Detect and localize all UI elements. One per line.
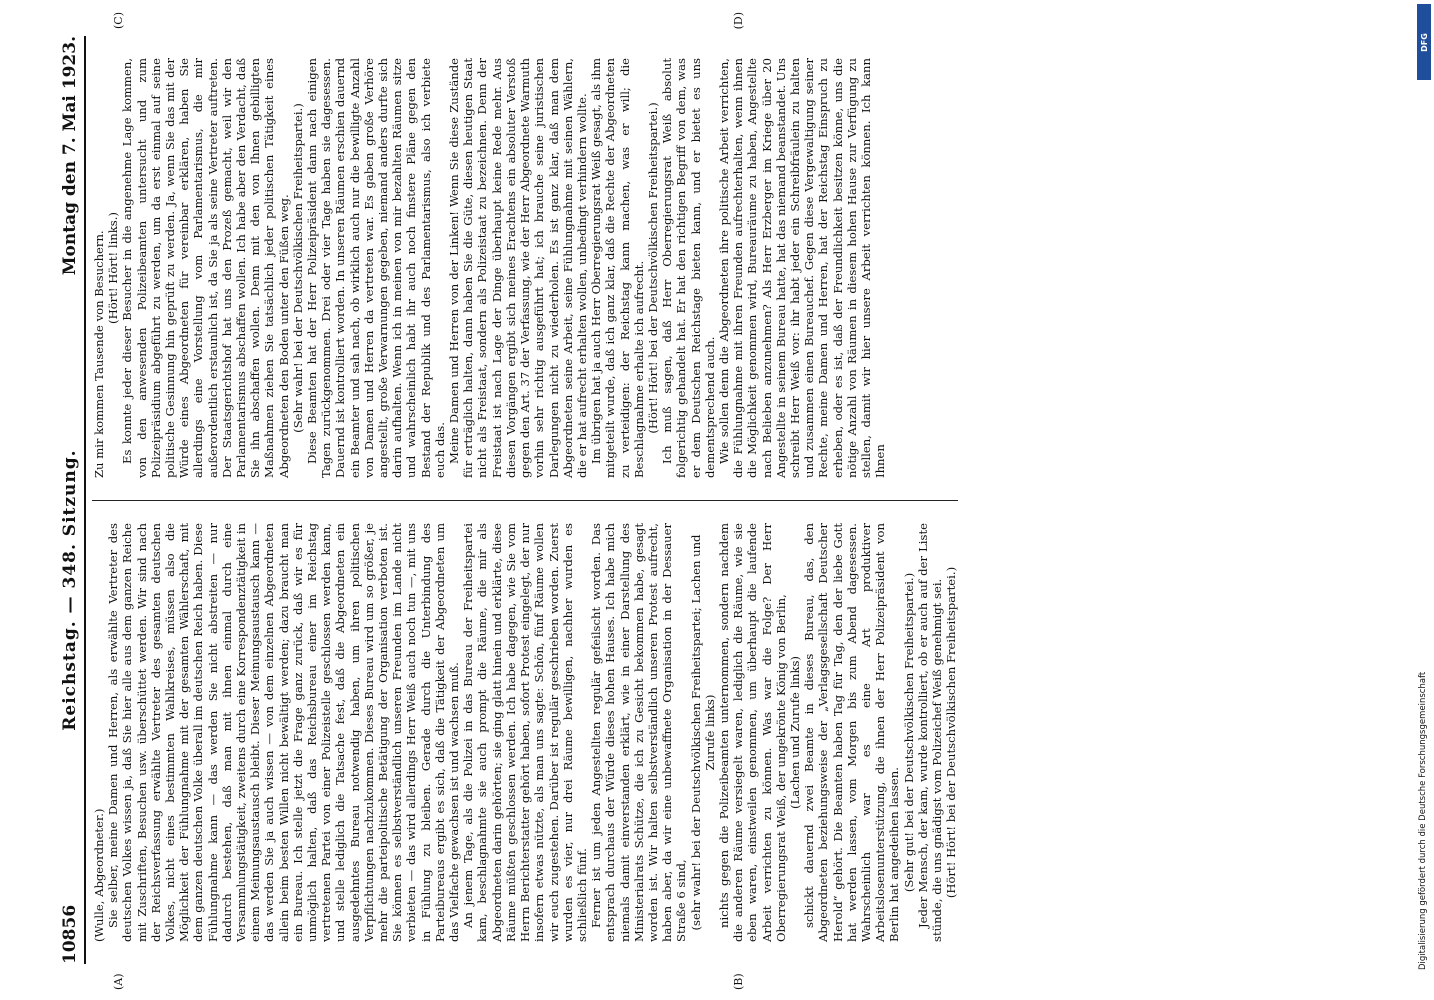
paragraph: Ferner ist um jeden Angestellten regulär gefeilscht worden. Das entsprach durchaus der Würde dieses hohen Hauses. Ich habe mich niemals damit einverstanden erklärt, wie in einer Darstellung des Ministerialrats Schütze, die ich zu Gesicht bekommen habe, gesagt worden ist. Wir halten selbstverständlich unseren Protest aufrecht, haben aber, da wir eine unbewaffnete Organisation in der Dessauer Straße 6 sind, xyxy=(589,523,689,942)
paragraph: (Hört! Hört! bei der Deutschvölkischen Freiheitspartei.) xyxy=(944,566,959,899)
paragraph: An jenem Tage, als die Polizei in das Bureau der Freiheitspartei kam, beschlagnahmte sie auch prompt die Räume, die mir als Abgeordneten darin gehörten; sie ging glatt hinein und erklärte, diese Räume müßten geschlossen werden. Ich habe dagegen, wie Sie vom Herrn Berichterstatter gehört haben, sofort Protest eingelegt, der nur insofern etwas nützte, als man uns sagte: Schön, fünf Räume wollen wir euch zugestehen. Darüber ist regulär geschrieben worden. Zuerst wurden es vier, nur drei Räume bewilligen, nachher wurden es schließlich fünf. xyxy=(461,523,589,942)
session-title: Reichstag. — 348. Sitzung. xyxy=(60,449,80,731)
paragraph: (Hört! Hört! bei der Deutschvölkischen Freiheitspartei.) xyxy=(645,102,660,434)
paragraph: Wie sollen denn die Abgeordneten ihre politische Arbeit verrichten, die Fühlungnahme mit ihren Freunden aufrechterhalten, wenn ihnen die Möglichkeit genommen wird, Bureauräume zu haben, Angestellte nach Belieben anzunehmen? Als Herr Erzberger im Kriege über 20 Angestellte in seinem Bureau hatte, hat das niemand beanstandet. Uns schreibt Herr Weiß vor: ihr habt jeder ein Schreibfräulein zu halten und zusammen einen Bureauchef. Gegen diese Vergewaltigung seiner Rechte, meine Damen und Herren, hat der Reichstag Einspruch zu erheben, oder es ist, daß der Freundlichkeit besitzen könne, uns die nötige Anzahl von Räumen in diesem hohen Hause zur Verfügung zu stellen, damit wir hier unsere Arbeit verrichten können. Ich kann Ihnen xyxy=(716,58,888,478)
right-column xyxy=(92,12,958,500)
text-columns xyxy=(92,12,959,990)
margin-marker-a: (A) xyxy=(112,973,125,990)
dfg-logo-text: DFG xyxy=(1419,32,1429,52)
document-page xyxy=(20,0,1370,1000)
digitization-credit xyxy=(1417,90,1429,990)
paragraph: (sehr wahr! bei der Deutschvölkischen Freiheitspartei; Lachen und Zurufe links) xyxy=(688,534,717,931)
paragraph: Zu mir kommen Tausende von Besuchern. xyxy=(92,230,106,478)
paragraph: Ich muß sagen, daß Herr Oberregierungsrat Weiß absolut folgerichtig gehandelt hat. Er hat den richtigen Begriff von dem, was er dem Deutschen Reichstage bieten kann, und er bietet es uns dementsprechend auch. xyxy=(660,58,717,478)
paragraph: (Hört! Hört! links.) xyxy=(106,212,121,324)
paragraph: Jeder Mensch, der kam, wurde kontrolliert, ob er auch auf der Liste stünde, die uns gnädigst vom Polizeichef Weiß genehmigt sei. xyxy=(915,523,944,942)
margin-marker-b: (B) xyxy=(732,973,745,990)
page-header xyxy=(60,36,86,964)
margin-marker-c: (C) xyxy=(112,12,125,29)
paragraph: Sie selber, meine Damen und Herren, als erwählte Vertreter des deutschen Volkes wissen ja, daß Sie hier alle aus dem ganzen Reiche mit Zuschriften, Besuchen usw. überschüttet werden. Wir sind nach der Reichsverfassung erwählte Vertreter des gesamten deutschen Volkes, nicht eines bestimmten Wahlkreises, müssen also die Möglichkeit der Fühlungnahme mit der gesamten Wählerschaft, mit dem ganzen deutschen Volke überall im deutschen Reich haben. Diese Fühlungnahme kann — das werden Sie nicht abstreiten — nur dadurch bestehen, daß man mit ihnen einmal durch eine Versammlungstätigkeit, zweitens durch eine Korrespondenztätigkeit in einem Meinungsaustausch bleibt. Dieser Meinungsaustausch kann — das werden Sie ja auch wissen — von dem einzelnen Abgeordneten allein beim besten Willen nicht bewältigt werden; dazu braucht man ein Bureau. Ich stelle jetzt die Frage ganz zurück, daß wir es für unmöglich halten, daß das Reichsbureau einer im Reichstag vertretenen Partei von einer Polizeistelle geschlossen werden kann, und stelle lediglich die Tatsache fest, daß die Abgeordneten ein ausgedehntes Bureau notwendig haben, um ihren politischen Verpflichtungen nachzukommen. Dieses Bureau wird um so größer, je mehr die parteipolitische Betätigung der Organisation verboten ist. Sie können es selbstverständlich unseren Freunden im Lande nicht verbieten — das wird allerdings Herr Weiß auch noch tun —, mit uns in Fühlung zu bleiben. Gerade durch die Unterbindung des Parteibureaus ergibt es sich, daß die Tätigkeit der Abgeordneten um das Vielfache gewachsen ist und wachsen muß. xyxy=(106,523,462,942)
paragraph: (Sehr wahr! bei der Deutschvölkischen Freiheitspartei.) xyxy=(290,103,305,433)
paragraph: nichts gegen die Polizeibeamten unternommen, sondern nachdem die anderen Räume versiegelt waren, lediglich die Räume, wie sie eben waren, einstweilen genommen, um überhaupt die laufende Arbeit verrichten zu können. Was war die Folge? Der Herr Oberregierungsrat Weiß, der ungekrönte König von Berlin, xyxy=(716,523,788,942)
left-column xyxy=(92,500,959,990)
paragraph: Im übrigen hat ja auch Herr Oberregierungsrat Weiß gesagt, als ihm mitgeteilt wurde, daß ich ganz klar, daß die Rechte der Abgeordneten zu verteidigen: der Reichstag kann machen, was er will; die Beschlagnahme erhalte ich aufrecht. xyxy=(589,58,646,478)
paragraph: Es konnte jeder dieser Besucher in die angenehme Lage kommen, von den anwesenden Polizeibeamten untersucht und zum Polizeipräsidium abgeführt zu werden, um da erst einmal auf seine politische Gesinnung hin geprüft zu werden. Ja, wenn Sie das mit der Würde eines Abgeordneten für vereinbar erklären, haben Sie allerdings eine Vorstellung vom Parlamentarismus, die mir außerordentlich erstaunlich ist, da Sie ja als seine Vertreter auftreten. Der Staatsgerichtshof hat uns den Prozeß gemacht, weil wir den Parlamentarismus abschaffen wollen. Ich habe aber den Verdacht, daß Sie ihn abschaffen wollen. Denn mit den von Ihnen gebilligten Maßnahmen ziehen Sie tatsächlich jeder politischen Tätigkeit eines Abgeordneten den Boden unter den Füßen weg. xyxy=(120,58,291,478)
paragraph: Meine Damen und Herren von der Linken! Wenn Sie diese Zustände für erträglich halten, dann haben Sie die Güte, diesen heutigen Staat nicht als Freistaat, sondern als Polizeistaat zu bezeichnen. Denn der Freistaat ist nach Lage der Dinge überhaupt keine Rede mehr. Aus diesen Vorgängen ergibt sich meines Erachtens ein absoluter Verstoß gegen den Art. 37 der Verfassung, wie der Herr Abgeordnete Warmuth vorhin sehr richtig ausgeführt hat; ich brauche seine juristischen Darlegungen nicht zu wiederholen. Es ist ganz klar, daß man dem Abgeordneten seine Arbeit, seine Fühlungnahme mit seinen Wählern, die er hat aufrecht erhalten wollen, unbedingt verhindern wollte. xyxy=(447,58,589,478)
margin-marker-d: (D) xyxy=(732,12,745,30)
paragraph: Diese Beamten hat der Herr Polizeipräsident dann nach einigen Tagen zurückgenommen. Drei oder vier Tage haben sie dagesessen. Dauernd ist kontrolliert worden. In unseren Räumen erschien dauernd ein Beamter und sah nach, ob wirklich auch nur die bewilligte Anzahl von Damen und Herren da vertreten war. Es gaben große Verhöre angestellt, große Verwarnungen gegeben, niemand anders durfte sich darin aufhalten. Wenn ich in meinen von mir bezahlten Räumen sitze und wahrscheinlich habt ihr auch noch finstere Pläne gegen den Bestand der Republik und des Parlamentarismus, also ich verbiete euch das. xyxy=(305,58,447,478)
dfg-logo xyxy=(1417,4,1431,80)
paragraph: (Sehr gut! bei der Deutschvölkischen Freiheitspartei.) xyxy=(901,572,916,893)
paragraph: (Lachen und Zurufe links) xyxy=(787,656,802,809)
paragraph: (Wulle, Abgeordneter.) xyxy=(92,808,106,942)
session-date: Montag den 7. Mai 1923. xyxy=(60,36,80,276)
credit-text: Digitalisierung gefördert durch die Deutsche Forschungsgemeinschaft xyxy=(1418,671,1428,970)
page-number: 10856 xyxy=(60,904,80,964)
paragraph: schickt dauernd zwei Beamte in dieses Bureau, das, den Abgeordneten beziehungsweise der „Verlagsgesellschaft Deutscher Herold“ gehört. Die Beamten haben Tag für Tag, den der liebe Gott hat werden lassen, vom Morgen bis zum Abend dagesessen. Wahrscheinlich war es eine Art produktiver Arbeitslosenunterstützung, die ihnen der Herr Polizeipräsident von Berlin hat angedeihen lassen. xyxy=(802,523,902,942)
